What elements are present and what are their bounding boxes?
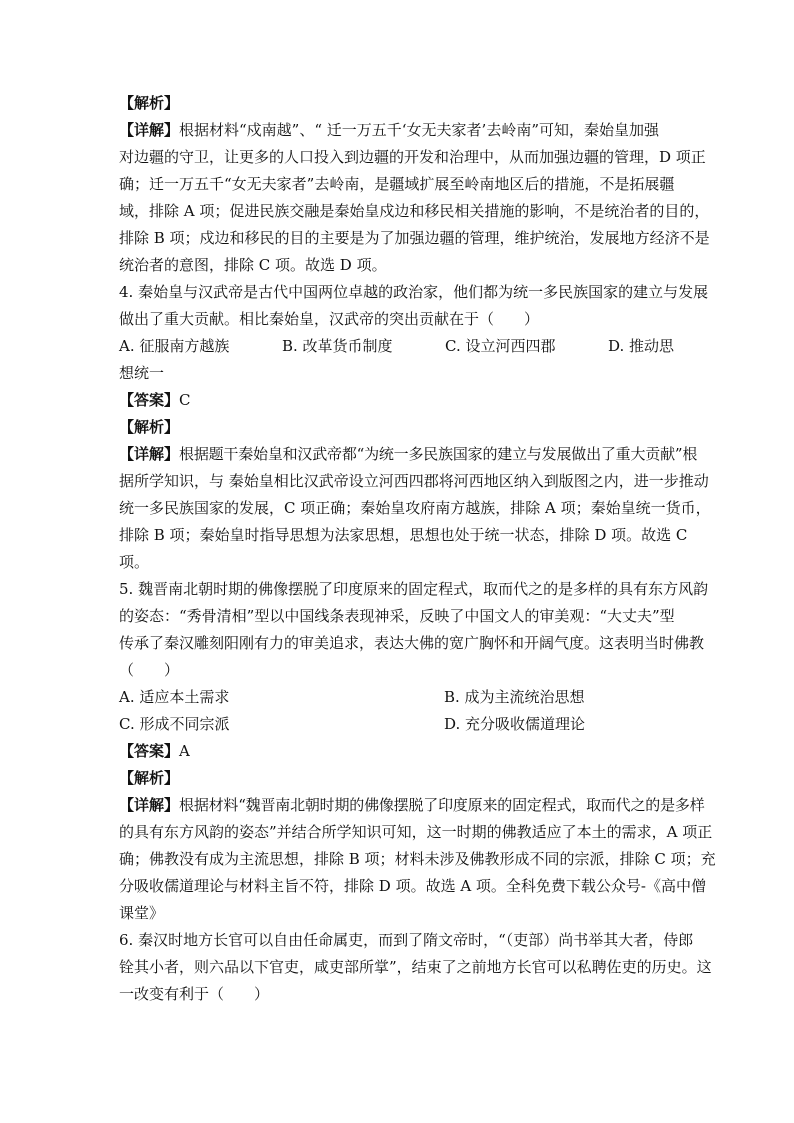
detail-line: 确；佛教没有成为主流思想，排除 B 项；材料未涉及佛教形成不同的宗派，排除 C 项；充 — [119, 850, 716, 868]
detail-line: 据所学知识，与 秦始皇相比汉武帝设立河西四郡将河西地区纳入到版图之内，进一步推动 — [119, 472, 709, 490]
detail-line: 对边疆的守卫，让更多的人口投入到边疆的开发和治理中，从而加强边疆的管理，D 项正 — [119, 148, 706, 166]
option-b: B. 成为主流统治思想 — [444, 688, 585, 706]
detail-line: 【详解】根据题干秦始皇和汉武帝都“为统一多民族国家的建立与发展做出了重大贡献”根 — [119, 445, 698, 463]
option-a: A. 适应本土需求 — [119, 688, 230, 706]
analysis-heading: 【解析】 — [119, 769, 180, 787]
detail-line: 排除 B 项；秦始皇时指导思想为法家思想，思想也处于统一状态，排除 D 项。故选 C — [119, 526, 688, 544]
detail-line: 统一多民族国家的发展，C 项正确；秦始皇攻府南方越族，排除 A 项；秦始皇统一货币， — [119, 499, 711, 517]
detail-line: 统治者的意图，排除 C 项。故选 D 项。 — [119, 256, 387, 274]
question-stem: 5. 魏晋南北朝时期的佛像摆脱了印度原来的固定程式，取而代之的是多样的具有东方风韵 — [119, 580, 709, 598]
option-d-wrap: 想统一 — [119, 364, 165, 382]
detail-tag: 【详解】 — [119, 121, 180, 139]
question-stem: 6. 秦汉时地方长官可以自由任命属吏，而到了隋文帝时，“（吏部）尚书举其大者，侍郎 — [119, 931, 694, 949]
answer-options — [119, 333, 679, 360]
option-c: C. 形成不同宗派 — [119, 715, 230, 733]
detail-line: 课堂》 — [119, 904, 165, 922]
detail-line: 域，排除 A 项；促进民族交融是秦始皇戍边和移民相关措施的影响，不是统治者的目的， — [119, 202, 710, 220]
detail-line: 【详解】根据材料“戍南越”、“ 迁一万五千‘女无夫家者’去岭南”可知，秦始皇加强 — [119, 121, 659, 139]
answer-options — [119, 684, 679, 711]
question-stem: 的姿态：“秀骨清相”型以中国线条表现神采，反映了中国文人的审美观：“大丈夫”型 — [119, 607, 675, 625]
answer-tag: 【答案】 — [119, 391, 180, 409]
detail-line: 【详解】根据材料“魏晋南北朝时期的佛像摆脱了印度原来的固定程式，取而代之的是多样 — [119, 796, 705, 814]
answer-options — [119, 711, 679, 738]
detail-line: 确；迁一万五千“女无夫家者”去岭南，是疆域扩展至岭南地区后的措施，不是拓展疆 — [119, 175, 675, 193]
answer-line — [119, 738, 679, 765]
detail-line: 的具有东方风韵的姿态”并结合所学知识可知，这一时期的佛教适应了本土的需求，A 项正 — [119, 823, 713, 841]
answer-tag: 【答案】 — [119, 742, 180, 760]
answer-value: A — [179, 742, 190, 760]
analysis-heading: 【解析】 — [119, 418, 180, 436]
option-d: D. 充分吸收儒道理论 — [444, 715, 586, 733]
detail-tag: 【详解】 — [119, 796, 180, 814]
answer-line — [119, 387, 679, 414]
document-page — [119, 90, 716, 1008]
analysis-heading: 【解析】 — [119, 94, 180, 112]
option-c: C. 设立河西四郡 — [445, 337, 556, 355]
detail-line: 排除 B 项；戍边和移民的目的主要是为了加强边疆的管理，维护统治，发展地方经济不是 — [119, 229, 710, 247]
option-a: A. 征服南方越族 — [119, 337, 230, 355]
question-stem: 传承了秦汉雕刻阳刚有力的审美追求，表达大佛的宽广胸怀和开阔气度。这表明当时佛教 — [119, 634, 705, 652]
answer-value: C — [179, 391, 191, 409]
question-stem: 做出了重大贡献。相比秦始皇，汉武帝的突出贡献在于（ ） — [119, 310, 540, 328]
detail-line: 项。 — [119, 553, 150, 571]
question-stem: 一改变有利于（ ） — [119, 985, 270, 1003]
question-stem: 铨其小者，则六品以下官吏，咸吏部所掌”，结束了之前地方长官可以私聘佐吏的历史。这 — [119, 958, 712, 976]
detail-tag: 【详解】 — [119, 445, 180, 463]
question-stem: （ ） — [119, 661, 180, 679]
question-stem: 4. 秦始皇与汉武帝是古代中国两位卓越的政治家，他们都为统一多民族国家的建立与发展 — [119, 283, 709, 301]
option-b: B. 改革货币制度 — [282, 337, 393, 355]
option-d: D. 推动思 — [608, 337, 675, 355]
detail-line: 分吸收儒道理论与材料主旨不符，排除 D 项。故选 A 项。全科免费下载公众号-《高中僧 — [119, 877, 707, 895]
